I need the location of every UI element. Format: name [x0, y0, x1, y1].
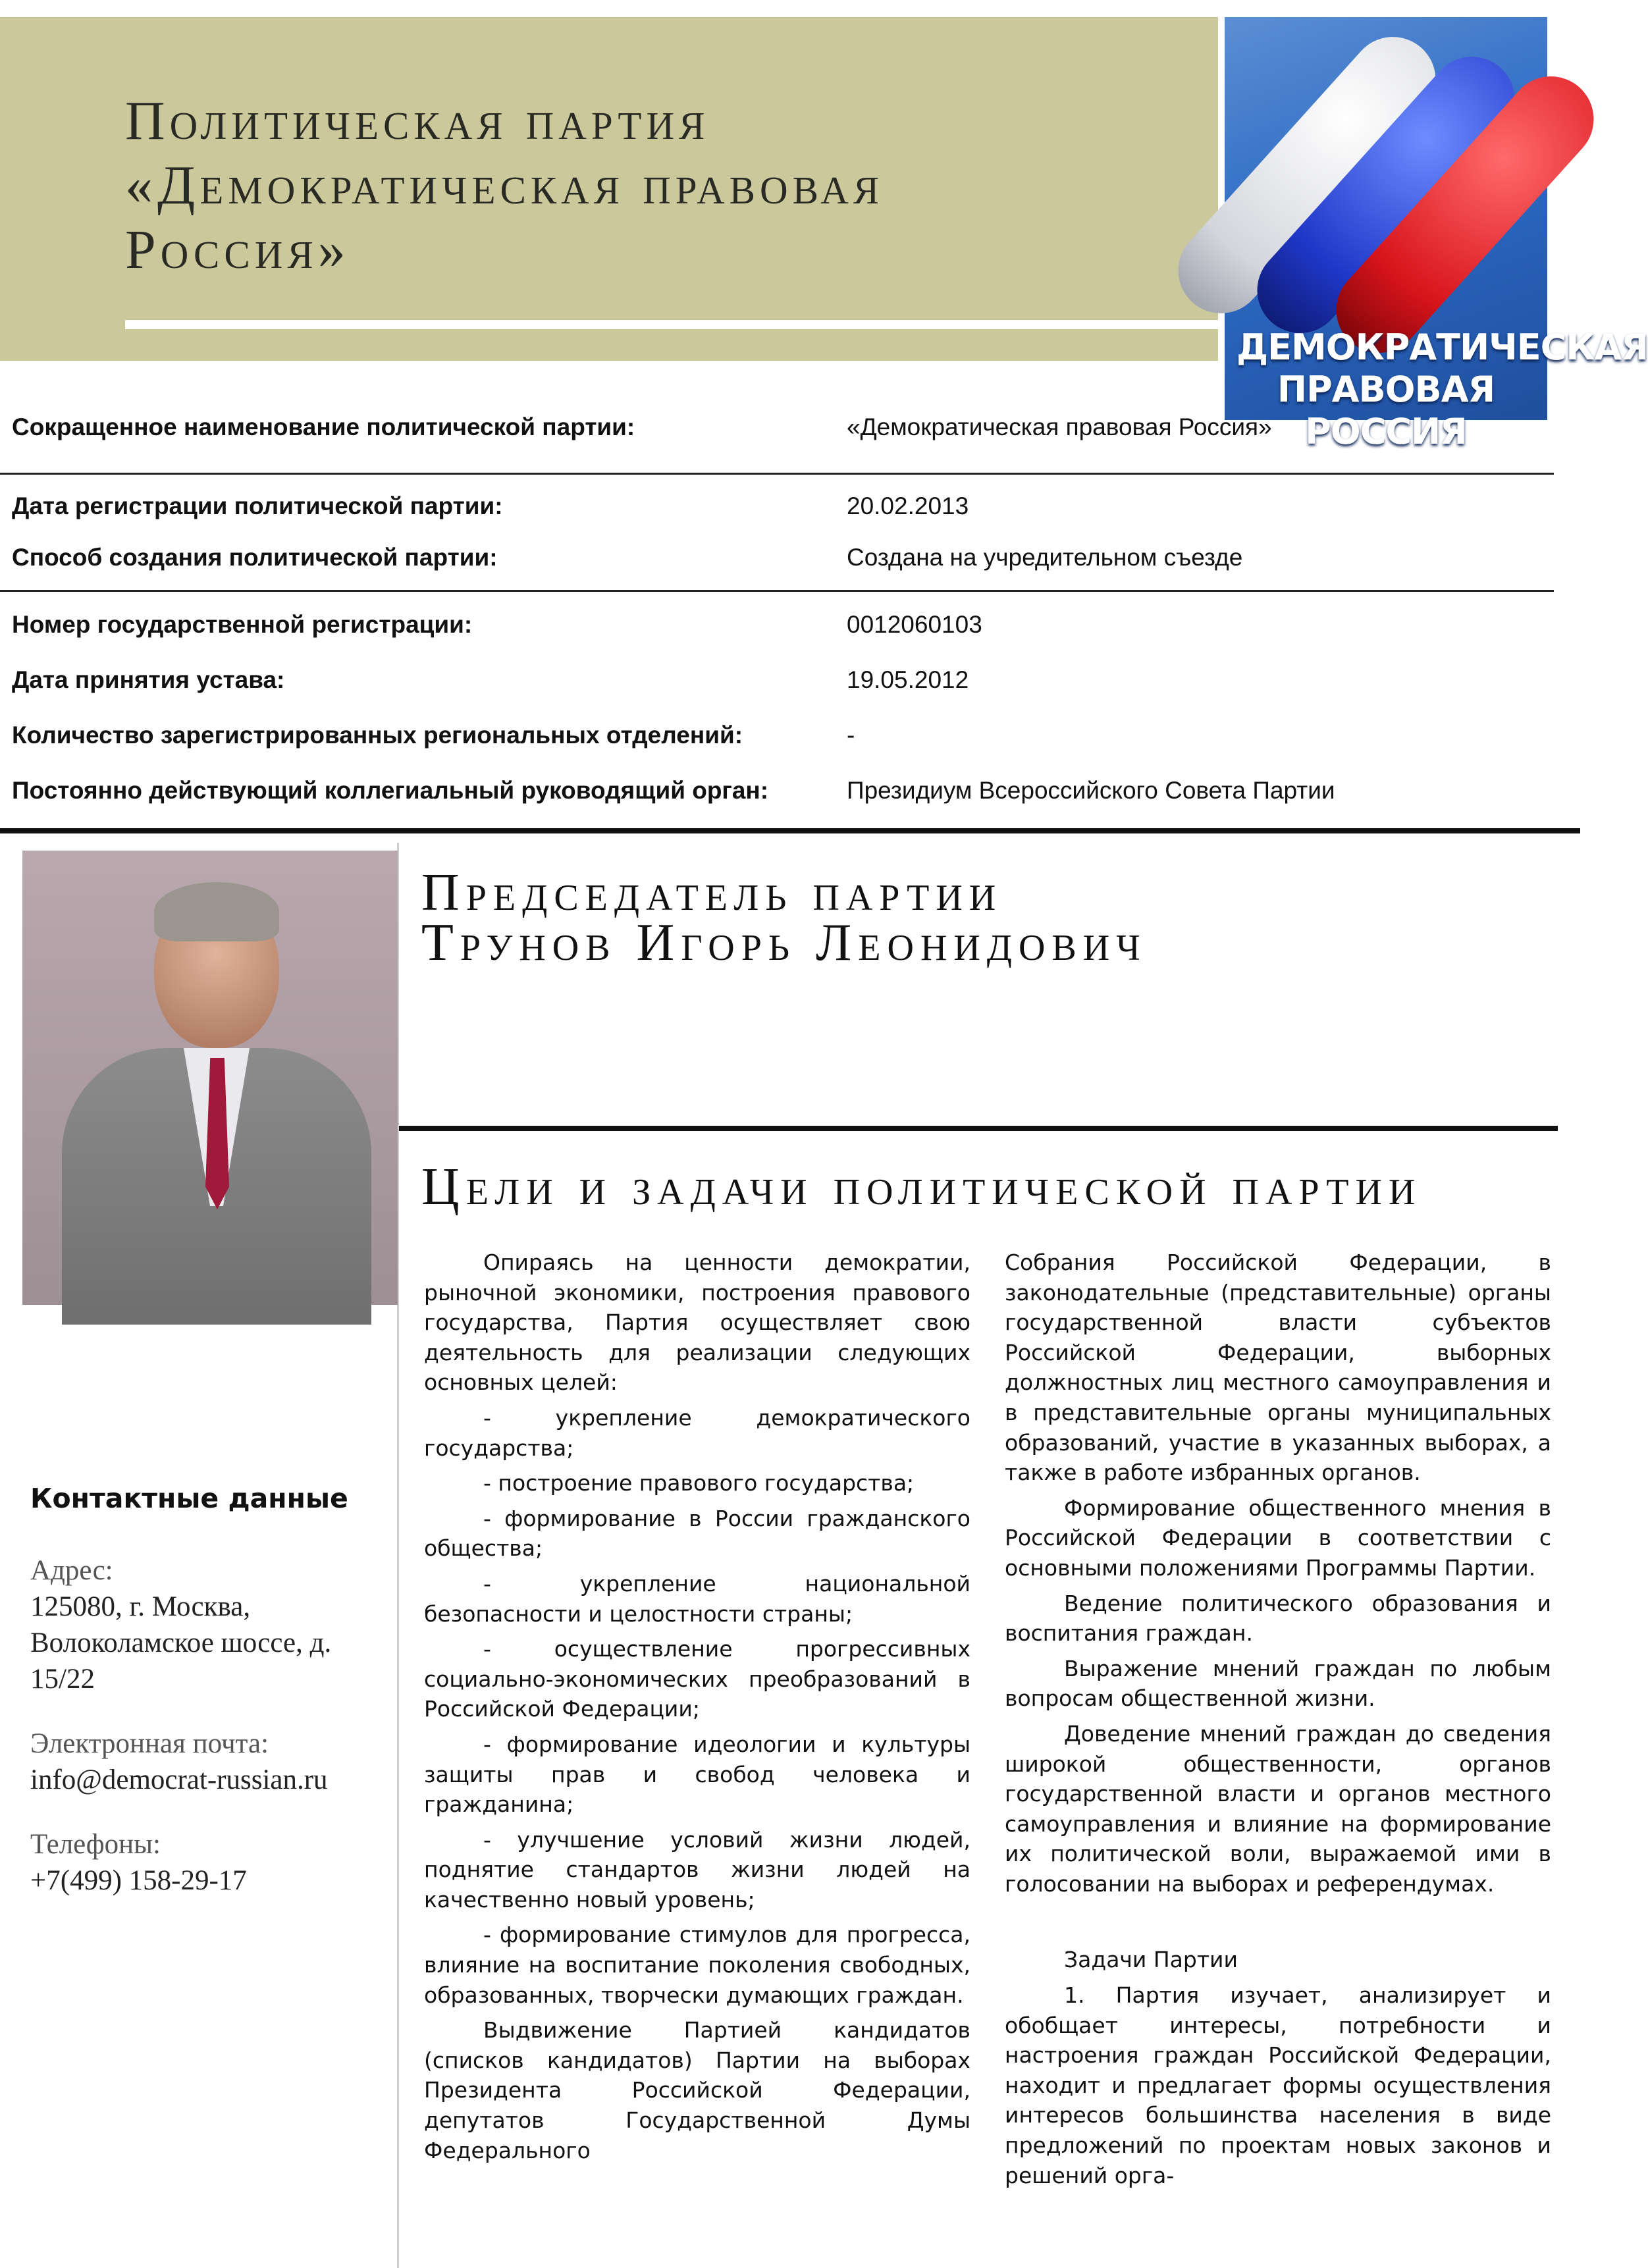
phone-group [30, 1826, 386, 1899]
logo-text-line-2: ПРАВОВАЯ РОССИЯ [1277, 369, 1495, 452]
paragraph: Выдвижение Партией кандидатов (списков кандидатов) Партии на выборах Президента Российской Федерации, депутатов Государственной Думы Федерального [424, 2017, 970, 2163]
info-value: «Демократическая правовая Россия» [847, 413, 1272, 440]
goal-item: - укрепление демократического государства; [424, 1404, 970, 1461]
info-label: Способ создания политической партии: [12, 544, 498, 571]
paragraph: Ведение политического образования и воспитания граждан. [1005, 1590, 1551, 1647]
info-row [0, 399, 1554, 463]
info-row [0, 596, 1554, 650]
party-title [125, 89, 1152, 282]
party-title-line-1: Политическая партия [125, 90, 710, 151]
goal-item: - построение правового государства; [483, 1470, 915, 1496]
email-value[interactable]: info@democrat-russian.ru [30, 1764, 328, 1795]
info-value: 19.05.2012 [847, 666, 969, 693]
goal-item: - укрепление национальной безопасности и целостности страны; [424, 1570, 970, 1627]
body-column-left [424, 1248, 970, 2171]
info-value: 20.02.2013 [847, 492, 969, 519]
body-column-right [1005, 1248, 1551, 2196]
paragraph: Формирование общественного мнения в Российской Федерации в соответствии с основными положениями Программы Партии. [1005, 1494, 1551, 1581]
info-value: 0012060103 [847, 611, 982, 638]
info-row [0, 762, 1554, 816]
chairman-heading [421, 864, 1541, 972]
info-value: - [847, 722, 855, 749]
address-label: Адрес: [30, 1555, 113, 1586]
info-row [0, 478, 1554, 532]
party-title-line-3: Россия» [125, 219, 350, 280]
logo-text-line-1: ДЕМОКРАТИЧЕСКАЯ [1236, 327, 1648, 368]
paragraph: Доведение мнений граждан до сведения широкой общественности, органов государственной власти и органов местного самоуправления и влияние на формирование их политической воли, выражаемой ими в голосовании на выборах и референдумах. [1005, 1720, 1551, 1897]
row-divider [0, 473, 1554, 475]
paragraph-continuation: Собрания Российской Федерации, в законодательные (представительные) органы государственной власти субъектов Российской Федерации, выборных должностных лиц местного самоуправления и в представительные органы муниципальных образований, участие в указанных выборах, а также в работе избранных органов. [1005, 1250, 1551, 1486]
info-table [0, 399, 1554, 804]
tasks-heading: Задачи Партии [1064, 1947, 1238, 1973]
chairman-role: Председатель партии [421, 864, 1003, 922]
party-title-line-2: «Демократическая правовая [125, 155, 884, 216]
paragraph: Опираясь на ценности демократии, рыночной экономики, построения правового государства, Партия осуществляет свою деятельность для реализации следующих основных целей: [424, 1250, 970, 1396]
info-row [0, 529, 1554, 583]
address-value: 125080, г. Москва, Волоколамское шоссе, д. 15/22 [30, 1591, 332, 1695]
paragraph: 1. Партия изучает, анализирует и обобщает интересы, потребности и настроения граждан Российской Федерации, находит и предлагает формы осуществления интересов большинства населения в виде предложений по проектам новых законов и решений орга- [1005, 1982, 1551, 2188]
info-label: Сокращенное наименование политической партии: [12, 413, 635, 440]
contacts [30, 1552, 386, 1927]
info-label: Номер государственной регистрации: [12, 611, 473, 638]
info-label: Количество зарегистрированных региональных отделений: [12, 722, 743, 749]
goals-heading: Цели и задачи политической партии [421, 1158, 1422, 1216]
info-value: Президиум Всероссийского Совета Партии [847, 777, 1335, 804]
goal-item: - формирование в России гражданского общества; [424, 1505, 970, 1562]
photo-hair [154, 882, 279, 941]
phone-value[interactable]: +7(499) 158-29-17 [30, 1865, 247, 1896]
goal-item: - осуществление прогрессивных социально-экономических преобразований в Российской Федерации; [424, 1636, 970, 1722]
goal-item: - формирование идеологии и культуры защиты прав и свобод человека и гражданина; [424, 1731, 970, 1818]
chairman-photo [22, 851, 398, 1305]
goal-item: - улучшение условий жизни людей, поднятие стандартов жизни людей на качественно новый уровень; [424, 1826, 970, 1912]
phone-label: Телефоны: [30, 1829, 161, 1860]
email-group [30, 1726, 386, 1798]
address-group [30, 1552, 386, 1697]
paragraph: Выражение мнений граждан по любым вопросам общественной жизни. [1005, 1655, 1551, 1712]
goal-item: - формирование стимулов для прогресса, влияние на воспитание поколения свободных, образованных, творчески думающих граждан. [424, 1922, 970, 2008]
party-logo [1225, 17, 1648, 452]
email-label: Электронная почта: [30, 1728, 269, 1759]
info-label: Постоянно действующий коллегиальный руководящий орган: [12, 777, 769, 804]
section-divider [0, 828, 1580, 833]
title-rule [125, 320, 1218, 329]
chairman-name: Трунов Игорь Леонидович [421, 914, 1147, 972]
info-row [0, 652, 1554, 706]
chairman-divider [399, 1126, 1558, 1131]
info-row [0, 707, 1554, 761]
info-value: Создана на учредительном съезде [847, 544, 1243, 571]
row-divider [0, 590, 1554, 592]
contacts-heading: Контактные данные [30, 1483, 348, 1514]
info-label: Дата принятия устава: [12, 666, 285, 693]
info-label: Дата регистрации политической партии: [12, 492, 503, 519]
